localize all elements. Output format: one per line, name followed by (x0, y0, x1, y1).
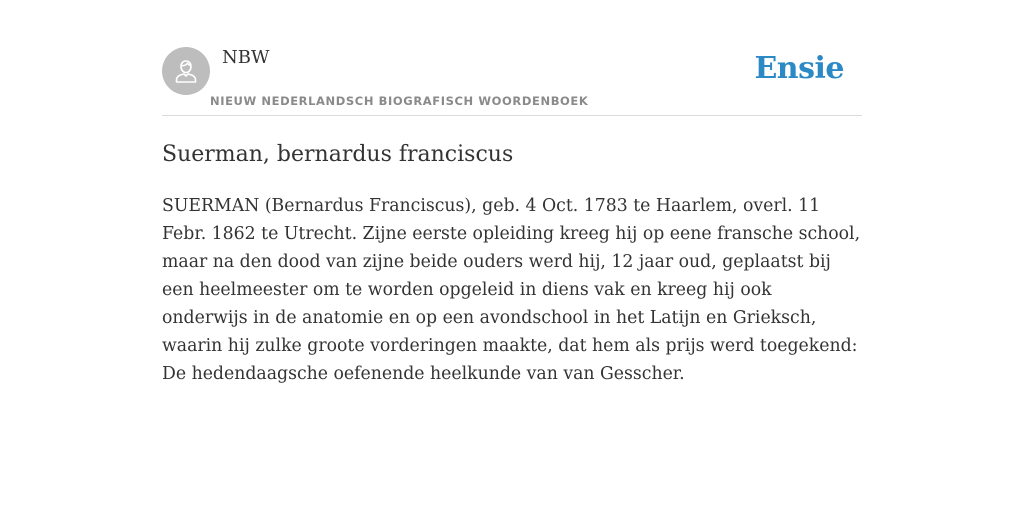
article-body: SUERMAN (Bernardus Franciscus), geb. 4 Oct. 1783 te Haarlem, overl. 11 Febr. 1862 te Utrecht. Zijne eerste opleiding kreeg hij op eene fransche school, maar na den dood van zijne beide ouders werd hij, 12 jaar oud, geplaatst bij een heelmeester om te worden opgeleid in diens vak en kreeg hij ook onderwijs in de anatomie en op een avondschool in het Latijn en Grieksch, waarin hij zulke groote vorderingen maakte, dat hem als prijs werd toegekend: De hedendaagsche oefenende heelkunde van van Gesscher. (162, 196, 861, 384)
source-name[interactable]: NBW (222, 47, 270, 68)
source-header (162, 0, 862, 116)
user-icon (171, 56, 201, 86)
page-container (162, 0, 862, 384)
avatar[interactable] (162, 47, 210, 95)
article-title: Suerman, bernardus franciscus (162, 142, 514, 167)
brand-logo[interactable]: Ensie (754, 51, 844, 86)
source-subtitle: NIEUW NEDERLANDSCH BIOGRAFISCH WOORDENBOEK (210, 94, 589, 108)
